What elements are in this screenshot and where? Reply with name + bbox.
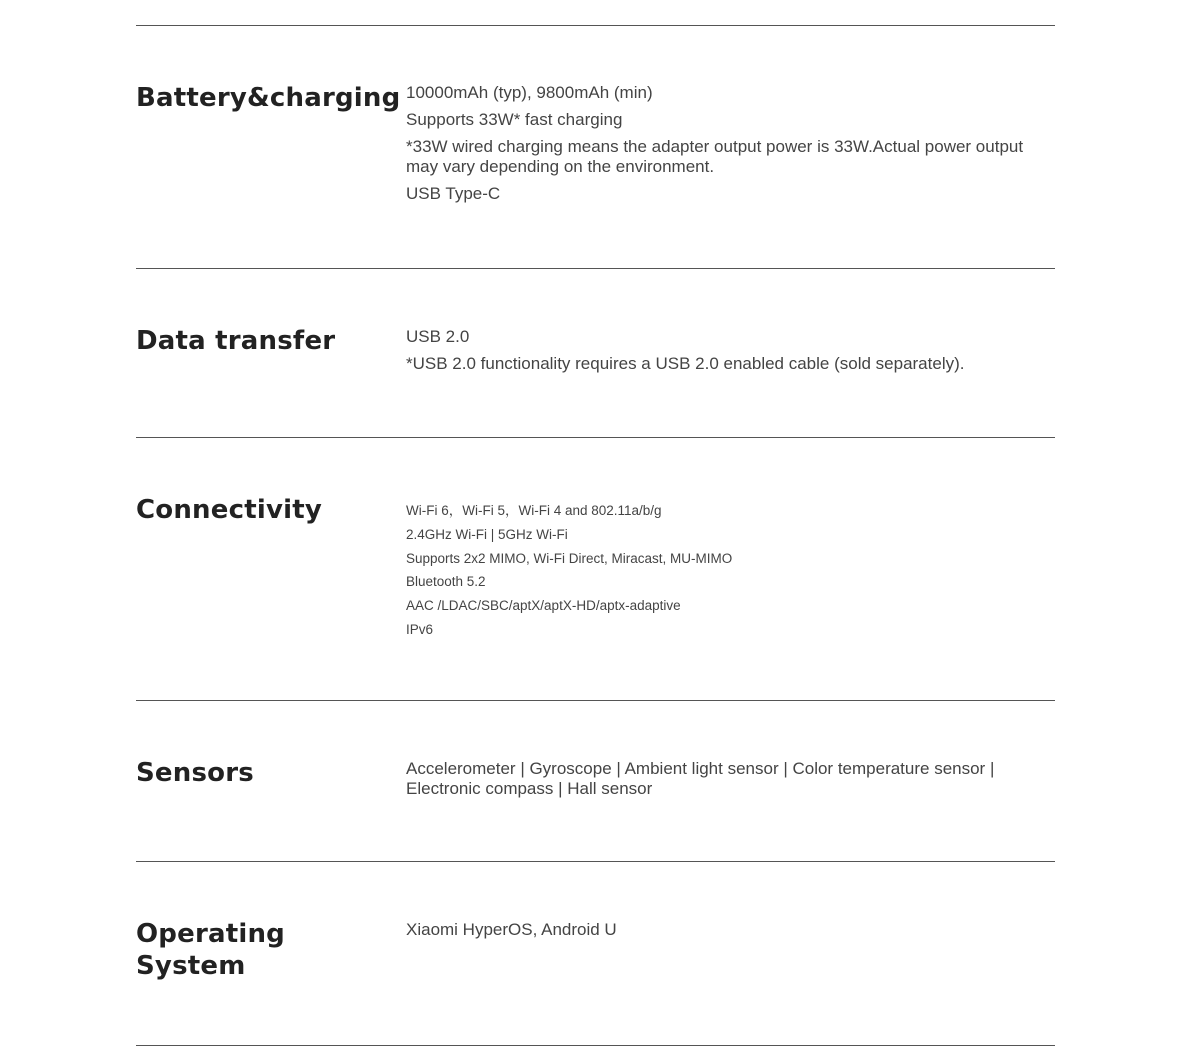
section-divider-2 [136, 437, 1055, 438]
section-divider-3 [136, 700, 1055, 701]
spec-line-charging-note: *33W wired charging means the adapter output power is 33W.Actual power output may vary depending on the environment. [406, 137, 1024, 176]
section-title-connectivity: Connectivity [136, 495, 322, 525]
section-body-data-transfer [406, 327, 1026, 381]
spec-line-battery-capacity: 10000mAh (typ), 9800mAh (min) [406, 83, 653, 102]
spec-line-bluetooth: Bluetooth 5.2 [406, 574, 486, 590]
section-body-sensors [406, 759, 1026, 806]
spec-line-wifi-standards: Wi-Fi 6，Wi-Fi 5，Wi-Fi 4 and 802.11a/b/g [406, 503, 662, 518]
section-title-operating-system: Operating System [136, 919, 285, 981]
section-divider-4 [136, 861, 1055, 862]
spec-line-usb-version: USB 2.0 [406, 327, 470, 346]
spec-line-wifi-features: Supports 2x2 MIMO, Wi-Fi Direct, Miracast, MU-MIMO [406, 550, 733, 566]
section-title-battery-charging: Battery&charging [136, 83, 401, 113]
spec-line-audio-codecs: AAC /LDAC/SBC/aptX/aptX-HD/aptx-adaptive [406, 598, 681, 614]
spec-line-sensor-list: Accelerometer | Gyroscope | Ambient light sensor | Color temperature sensor | Electronic compass | Hall sensor [406, 759, 995, 798]
section-divider-top [136, 25, 1055, 26]
section-body-connectivity [406, 502, 1026, 645]
section-body-battery-charging [406, 83, 1026, 211]
spec-line-port-type: USB Type-C [406, 184, 501, 203]
spec-line-usb-note: *USB 2.0 functionality requires a USB 2.0 enabled cable (sold separately). [406, 354, 965, 373]
section-divider-1 [136, 268, 1055, 269]
spec-line-ipv6: IPv6 [406, 621, 434, 637]
spec-line-wifi-bands: 2.4GHz Wi-Fi | 5GHz Wi-Fi [406, 526, 568, 542]
section-title-sensors: Sensors [136, 758, 254, 788]
section-body-operating-system [406, 920, 1026, 947]
section-title-data-transfer: Data transfer [136, 326, 336, 356]
spec-line-os-version: Xiaomi HyperOS, Android U [406, 920, 617, 939]
spec-line-fast-charging: Supports 33W* fast charging [406, 110, 623, 129]
